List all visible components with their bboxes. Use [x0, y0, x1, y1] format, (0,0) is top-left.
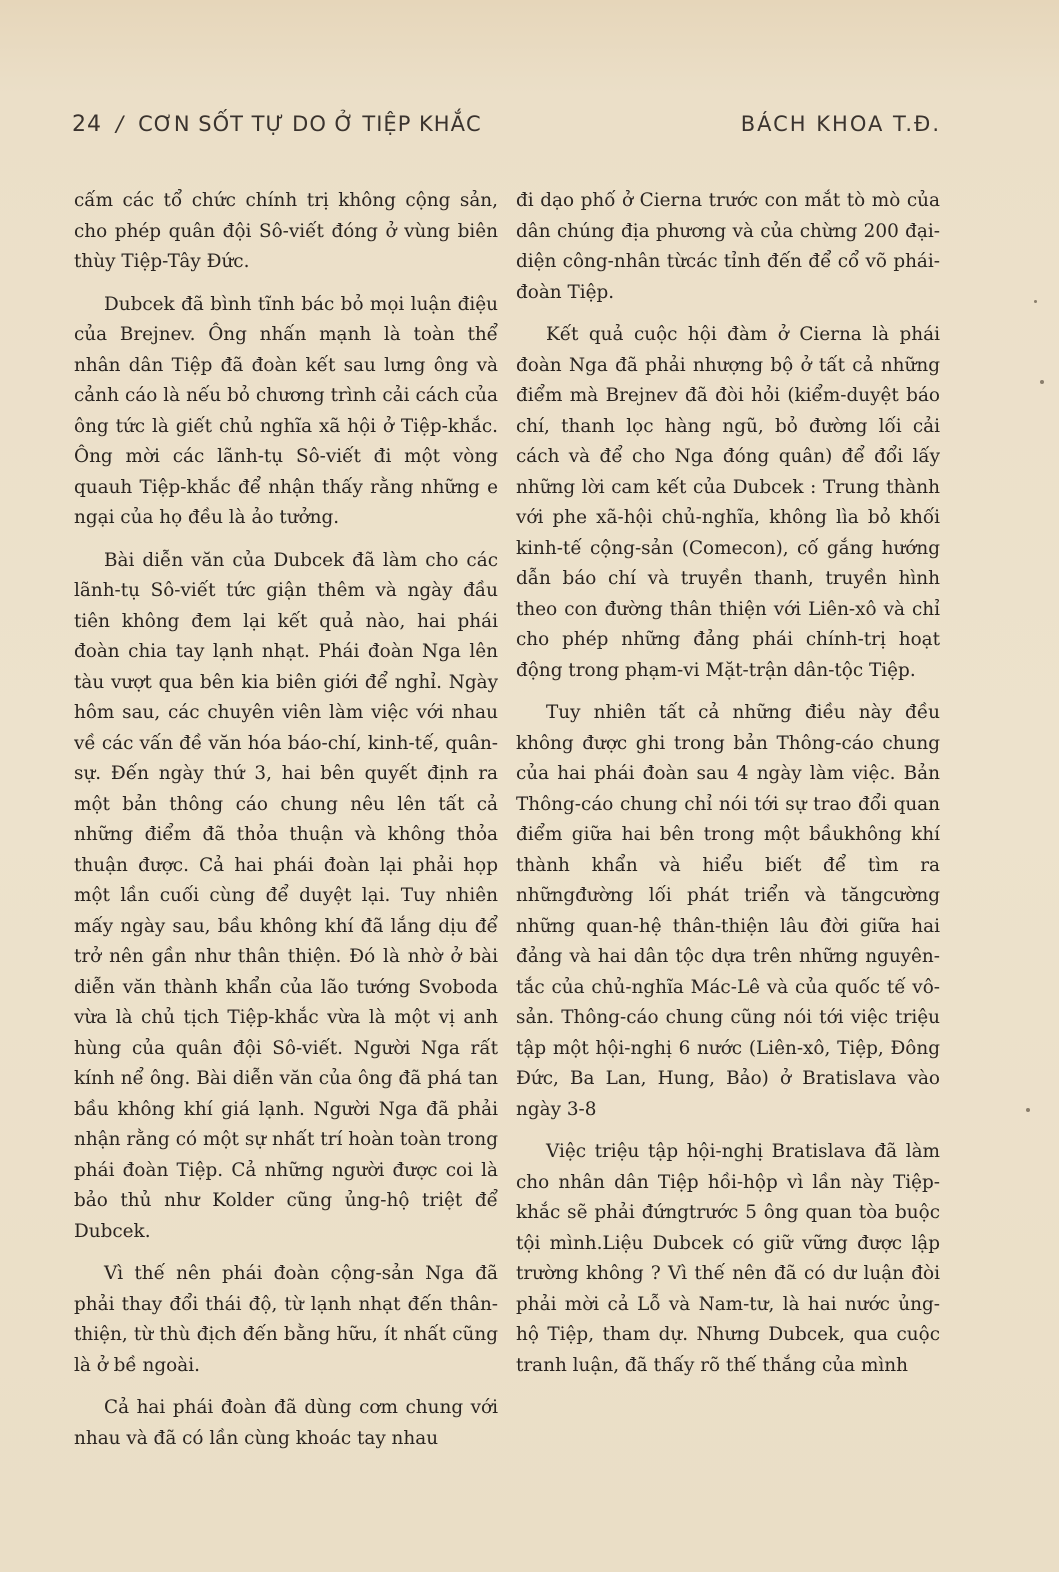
- page-number: 24: [72, 112, 102, 137]
- paragraph: Vì thế nên phái đoàn cộng-sản Nga đã phải thay đổi thái độ, từ lạnh nhạt đến thân-thiện, từ thù địch đến bằng hữu, ít nhất cũng là ở bề ngoài.: [74, 1263, 498, 1376]
- paper-speck: [1026, 1108, 1030, 1112]
- paragraph: đi dạo phố ở Cierna trước con mắt tò mò của dân chúng địa phương và của chừng 200 đại-diện công-nhân từcác tỉnh đến để cổ võ phái-đoàn Tiệp.: [516, 190, 940, 303]
- left-column: [74, 186, 498, 1506]
- running-header: [72, 112, 941, 137]
- publication-name: BÁCH KHOA T.Đ.: [740, 112, 941, 136]
- header-left: [72, 112, 482, 137]
- paper-speck: [1034, 300, 1037, 303]
- right-column: [516, 186, 940, 1506]
- paragraph: Bài diễn văn của Dubcek đã làm cho các lãnh-tụ Sô-viết tức giận thêm và ngày đầu tiên không đem lại kết quả nào, hai phái đoàn chia tay lạnh nhạt. Phái đoàn Nga lên tàu vượt qua bên kia biên giới để nghỉ. Ngày hôm sau, các chuyên viên làm việc với nhau về các vấn đề văn hóa báo-chí, kinh-tế, quân-sự. Đến ngày thứ 3, hai bên quyết định ra một bản thông cáo chung nêu lên tất cả những điểm đã thỏa thuận và không thỏa thuận được. Cả hai phái đoàn lại phải họp một lần cuối cùng để duyệt lại. Tuy nhiên mấy ngày sau, bầu không khí đã lắng dịu để trở nên gần như thân thiện. Đó là nhờ ở bài diễn văn thành khẩn của lão tướng Svoboda vừa là chủ tịch Tiệp-khắc vừa là một vị anh hùng của quân đội Sô-viết. Người Nga rất kính nể ông. Bài diễn văn của ông đã phá tan bầu không khí giá lạnh. Người Nga đã phải nhận rằng có một sự nhất trí hoàn toàn trong phái đoàn Tiệp. Cả những người được coi là bảo thủ như Kolder cũng ủng-hộ triệt để Dubcek.: [74, 549, 498, 1242]
- paragraph: cấm các tổ chức chính trị không cộng sản, cho phép quân đội Sô-viết đóng ở vùng biên thùy Tiệp-Tây Đức.: [74, 190, 498, 272]
- paragraph: Dubcek đã bình tĩnh bác bỏ mọi luận điệu của Brejnev. Ông nhấn mạnh là toàn thể nhân dân Tiệp đã đoàn kết sau lưng ông và cảnh cáo là nếu bỏ chương trình cải cách của ông tức là giết chủ nghĩa xã hội ở Tiệp-khắc. Ông mời các lãnh-tụ Sô-viết đi một vòng quauh Tiệp-khắc để nhận thấy rằng những e ngại của họ đều là ảo tưởng.: [74, 293, 498, 528]
- paper-speck: [1040, 380, 1044, 384]
- paragraph: Cả hai phái đoàn đã dùng cơm chung với nhau và đã có lần cùng khoác tay nhau: [74, 1397, 498, 1449]
- paragraph: Việc triệu tập hội-nghị Bratislava đã làm cho nhân dân Tiệp hồi-hộp vì lần này Tiệp-khắc sẽ phải đứngtrước 5 ông quan tòa buộc tội mình.Liệu Dubcek có giữ vững được lập trường không ? Vì thế nên đã có dư luận đòi phải mời cả Lỗ và Nam-tư, là hai nước ủng-hộ Tiệp, tham dự. Nhưng Dubcek, qua cuộc tranh luận, đã thấy rõ thế thắng của mình: [516, 1141, 940, 1376]
- header-separator: /: [116, 112, 125, 136]
- paragraph: Tuy nhiên tất cả những điều này đều không được ghi trong bản Thông-cáo chung của hai phái đoàn sau 4 ngày làm việc. Bản Thông-cáo chung chỉ nói tới sự trao đổi quan điểm giữa hai bên trong một bầukhông khí thành khẩn và hiểu biết để tìm ra nhữngđường lối phát triển và tăngcường những quan-hệ thân-thiện lâu đời giữa hai đảng và hai dân tộc dựa trên những nguyên-tắc của chủ-nghĩa Mác-Lê và của quốc tế vô-sản. Thông-cáo chung cũng nói tới việc triệu tập một hội-nghị 6 nước (Liên-xô, Tiệp, Đông Đức, Ba Lan, Hung, Bảo) ở Bratislava vào ngày 3-8: [516, 702, 940, 1120]
- paragraph: Kết quả cuộc hội đàm ở Cierna là phái đoàn Nga đã phải nhượng bộ ở tất cả những điểm mà Brejnev đã đòi hỏi (kiểm-duyệt báo chí, thanh lọc hàng ngũ, bỏ đường lối cải cách và để cho Nga đóng quân) để đổi lấy những lời cam kết của Dubcek : Trung thành với phe xã-hội chủ-nghĩa, không lìa bỏ khối kinh-tế cộng-sản (Comecon), cố gắng hướng dẫn báo chí và truyền thanh, truyền hình theo con đường thân thiện với Liên-xô và chỉ cho phép những đảng phái chính-trị hoạt động trong phạm-vi Mặt-trận dân-tộc Tiệp.: [516, 324, 940, 681]
- article-title: CƠN SỐT TỰ DO Ở TIỆP KHẮC: [138, 112, 482, 136]
